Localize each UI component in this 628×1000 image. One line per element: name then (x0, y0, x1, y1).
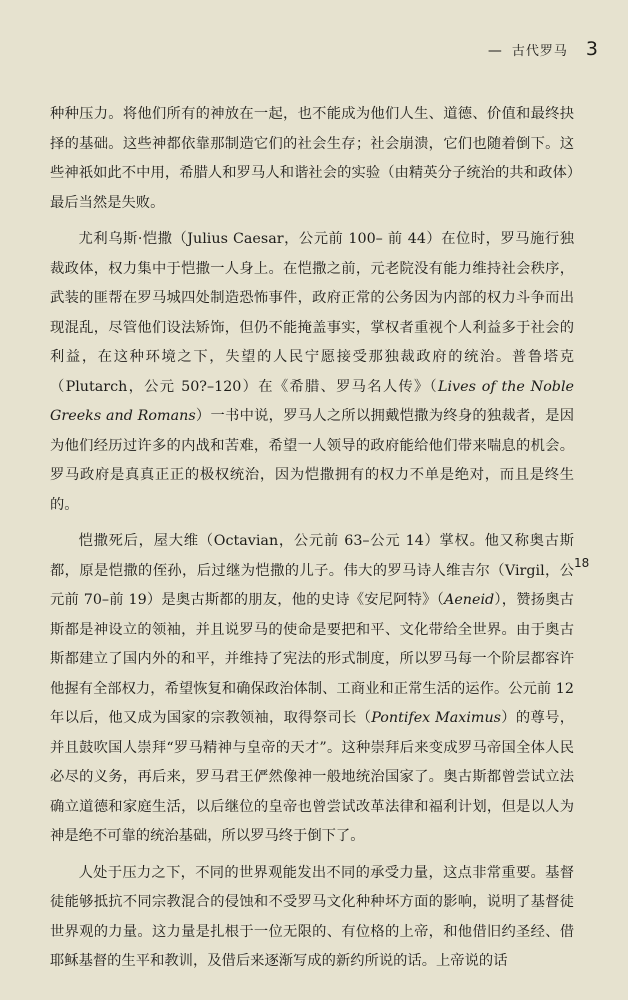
running-header (488, 38, 598, 60)
paragraph-2 (50, 225, 574, 520)
paragraph-1: 种种压力。将他们所有的神放在一起，也不能成为他们人生、道德、价值和最终抉择的基础。这些神都依靠那制造它们的社会生存；社会崩溃，它们也随着倒下。这些神祇如此不中用，希腊人和罗马人和谐社会的实验（由精英分子统治的共和政体）最后当然是失败。 (50, 106, 574, 211)
paragraph-3-italic-pontifex: Pontifex Maximus (371, 710, 501, 726)
paragraph-3-italic-aeneid: Aeneid (444, 592, 495, 608)
paragraph-2-text-b: ）一书中说，罗马人之所以拥戴恺撒为终身的独裁者，是因为他们经历过许多的内战和苦难，希望一人领导的政府能给他们带来喘息的机会。罗马政府是真真正正的极权统治，因为恺撒拥有的权力不单是绝对，而且是终生的。 (50, 408, 574, 513)
margin-page-reference: 18 (574, 556, 590, 570)
paragraph-3-text-a: 恺撒死后，屋大维（Octavian，公元前 63–公元 14）掌权。他又称奥古斯都，原是恺撒的侄孙，后过继为恺撒的儿子。伟大的罗马诗人维吉尔（Virgil，公元前 70–前 19）是奥古斯都的朋友，他的史诗《安尼阿特》（ (50, 533, 574, 608)
paragraph-3-text-b: ），赞扬奥古斯都是神设立的领袖，并且说罗马的使命是要把和平、文化带给全世界。由于奥古斯都建立了国内外的和平，并维持了宪法的形式制度，所以罗马每一个阶层都容许他握有全部权力，希望恢复和确保政治体制、工商业和正常生活的运作。公元前 12 年以后，他又成为国家的宗教领袖，取得祭司长（ (50, 592, 574, 726)
paragraph-2-text-a: 尤利乌斯·恺撒（Julius Caesar，公元前 100– 前 44）在位时，罗马施行独裁政体，权力集中于恺撒一人身上。在恺撒之前，元老院没有能力维持社会秩序，武装的匪帮在罗马城四处制造恐怖事件，政府正常的公务因为内部的权力斗争而出现混乱，尽管他们设法矫饰，但仍不能掩盖事实，掌权者重视个人利益多于社会的利益，在这种环境之下，失望的人民宁愿接受那独裁政府的统治。普鲁塔克（Plutarch，公元 50?–120）在《希腊、罗马名人传》（ (50, 231, 574, 395)
body-text (50, 100, 574, 984)
page-number: 3 (585, 38, 598, 60)
paragraph-4: 人处于压力之下，不同的世界观能发出不同的承受力量，这点非常重要。基督徒能够抵抗不同宗教混合的侵蚀和不受罗马文化种种坏方面的影响，说明了基督徒世界观的力量。这力量是扎根于一位无限的、有位格的上帝，和他借旧约圣经、借耶稣基督的生平和教训，及借后来逐渐写成的新约所说的话。上帝说的话 (50, 864, 574, 969)
paragraph-2-italic-title: Lives of the Noble Greeks and Romans (50, 378, 574, 424)
paragraph-3 (50, 527, 574, 852)
header-dash: — (487, 43, 502, 59)
chapter-title: 古代罗马 (511, 44, 568, 59)
paragraph-3-text-c: ）的尊号，并且鼓吹国人崇拜“罗马精神与皇帝的天才”。这种崇拜后来变成罗马帝国全体人民必尽的义务，再后来，罗马君王俨然像神一般地统治国家了。奥古斯都曾尝试立法确立道德和家庭生活，以后继位的皇帝也曾尝试改革法律和福利计划，但是以人为神是绝不可靠的统治基础，所以罗马终于倒下了。 (50, 710, 575, 844)
